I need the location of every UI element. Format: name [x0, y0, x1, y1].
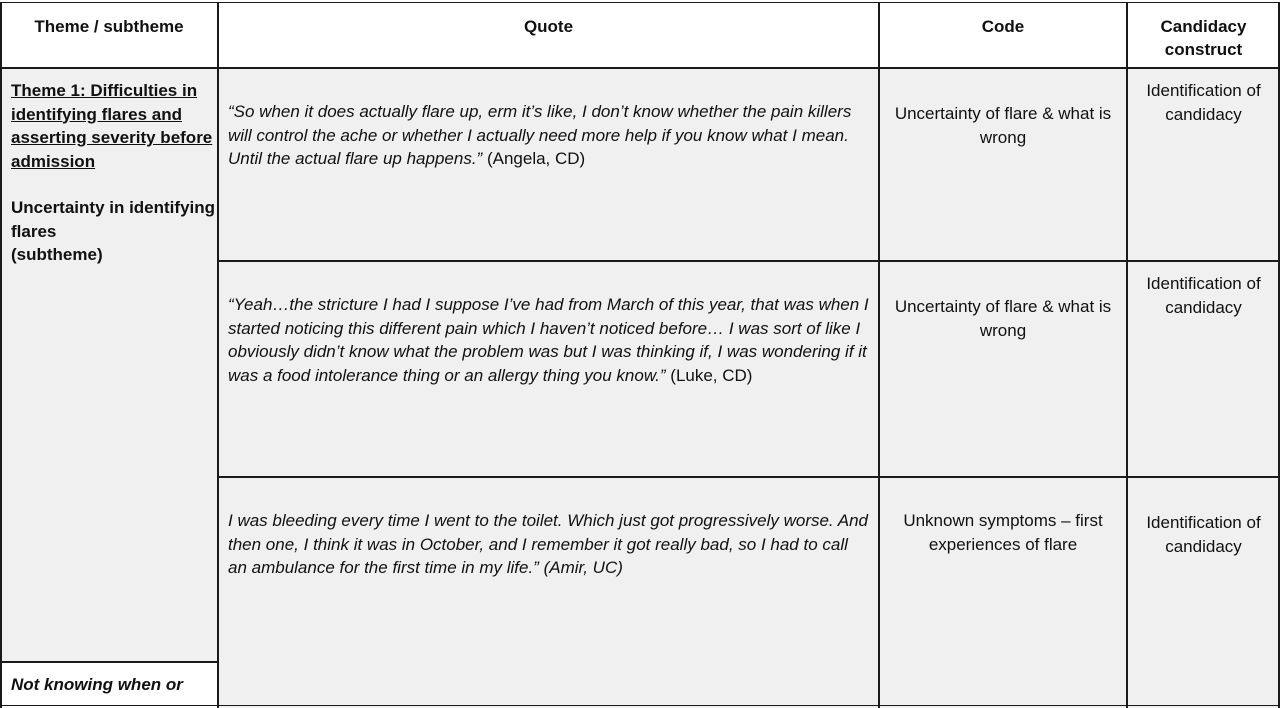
header-code: [879, 2, 1127, 68]
table-row-3-code: [879, 477, 1127, 708]
subtheme-name: Uncertainty in identifying flares: [11, 198, 216, 241]
table-row-2-code: [879, 261, 1127, 477]
header-theme: [0, 2, 218, 68]
subtheme-title: [11, 196, 216, 267]
construct-text: Identification of candidacy: [1146, 81, 1261, 124]
border-bottom: [0, 705, 1280, 706]
border-row-2-bottom: [218, 476, 1280, 478]
quote-attribution: (Angela, CD): [486, 149, 586, 168]
table-row-3-construct: [1127, 477, 1280, 708]
subtheme-tag: (subtheme): [11, 245, 103, 264]
header-quote-label: Quote: [523, 17, 574, 36]
header-construct-line2: construct: [1164, 40, 1243, 59]
border-left: [0, 2, 2, 708]
table-row-1-quote: [218, 68, 879, 261]
construct-text: Identification of candidacy: [1146, 274, 1261, 317]
border-col-2: [878, 2, 880, 708]
header-construct: [1127, 2, 1280, 68]
border-col-3: [1126, 2, 1128, 708]
header-quote: [218, 2, 879, 68]
quote-attribution: (Luke, CD): [670, 365, 753, 385]
border-col-1: [217, 2, 219, 708]
quote-attribution: (Amir, UC): [543, 558, 623, 577]
code-text: Unknown symptoms – first experiences of flare: [903, 511, 1103, 554]
table-row-2-quote: [218, 261, 879, 477]
construct-text: Identification of candidacy: [1146, 513, 1261, 556]
quote-text: I was bleeding every time I went to the toilet. Which just got progressively worse. And then one, I think it was in October, and I remember it got really bad, so I had to call an ambulance for the first time in my life.”: [228, 511, 868, 577]
border-row-1-bottom: [218, 260, 1280, 262]
border-top: [0, 2, 1280, 3]
table-row-3-quote: [218, 477, 879, 708]
table-row-1-code: [879, 68, 1127, 261]
quote-text: “So when it does actually flare up, erm it’s like, I don’t know whether the pain killers will control the ache or whether I actually need more help if you know what I mean. Until the actual flare up happens.”: [228, 102, 852, 168]
border-theme-split: [0, 661, 218, 663]
quote-text: “Yeah…the stricture I had I suppose I’ve had from March of this year, that was when I started noticing this different pain which I haven’t noticed before… I was sort of like I obviously didn’t know what the problem was but I was thinking if, I was wondering if it was a food intolerance thing or an allergy thing you know.”: [228, 295, 869, 385]
header-theme-label: Theme / subtheme: [34, 17, 184, 36]
code-text: Uncertainty of flare & what is wrong: [894, 297, 1112, 340]
header-construct-line1: Candidacy: [1160, 17, 1247, 36]
table-row-2-construct: [1127, 261, 1280, 477]
next-subtheme-title: Not knowing when or: [11, 675, 183, 694]
code-text: Uncertainty of flare & what is wrong: [894, 104, 1112, 147]
border-header-bottom: [0, 67, 1280, 69]
theme-title: Theme 1: Difficulties in identifying flares and asserting severity before admission: [11, 81, 213, 171]
table-row-1-construct: [1127, 68, 1280, 261]
header-code-label: Code: [981, 17, 1025, 36]
